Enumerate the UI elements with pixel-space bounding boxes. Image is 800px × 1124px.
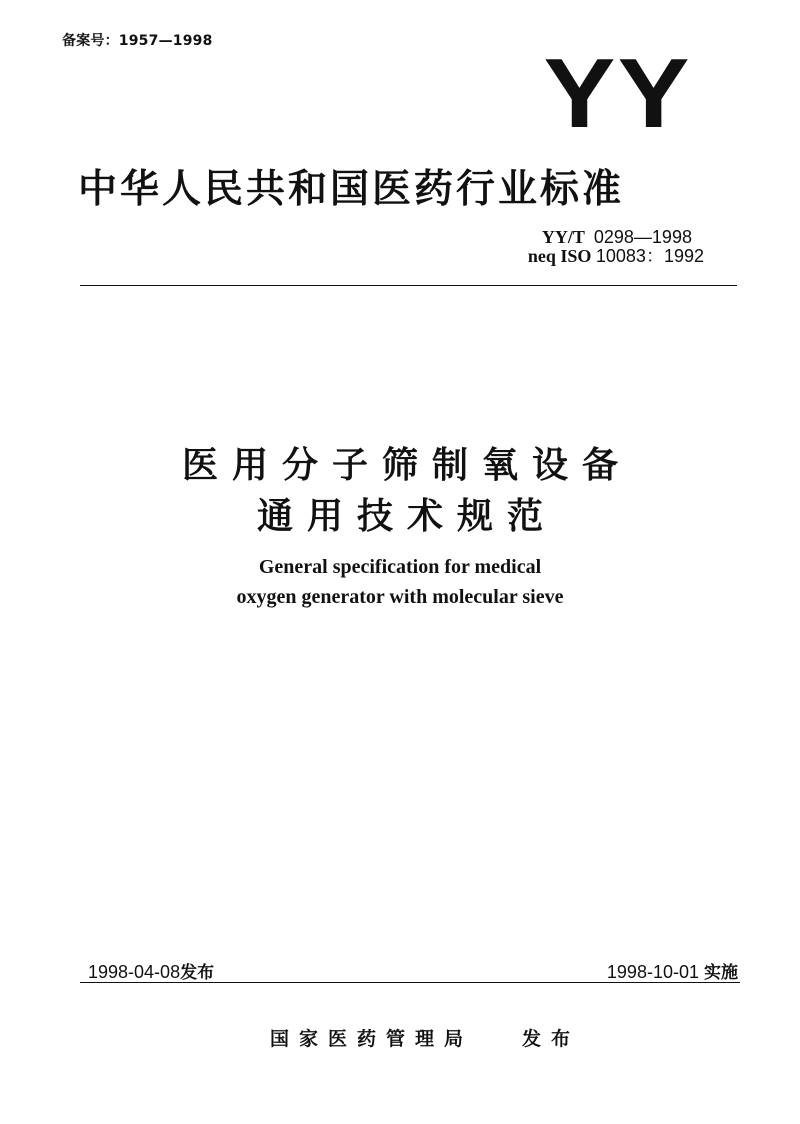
footer-divider — [80, 982, 740, 983]
document-title-cn-line1: 医用分子筛制氧设备 — [181, 445, 632, 486]
implementation-date: 1998-10-01 — [606, 962, 699, 982]
header-divider — [80, 285, 737, 286]
standard-code-line — [542, 228, 704, 247]
standard-type-title: 中华人民共和国医药行业标准 — [78, 167, 625, 212]
standard-code-prefix: YY/T — [541, 227, 585, 247]
record-number: 备案号：1957—1998 — [62, 33, 213, 49]
implementation-label: 实施 — [704, 963, 738, 983]
document-title-en-line2: oxygen generator with molecular sieve — [236, 586, 564, 608]
issuing-authority: 国家医药管理局 — [270, 1028, 474, 1050]
issue-label: 发布 — [180, 963, 215, 983]
standard-number-block — [527, 227, 704, 266]
document-title-cn-line2: 通用技术规范 — [256, 496, 557, 537]
implementation-date-block — [607, 958, 738, 983]
standard-code-number: 0298—1998 — [593, 227, 692, 247]
issue-date-block — [88, 958, 214, 983]
equivalent-standard-line — [528, 247, 704, 266]
equivalent-number: 10083：1992 — [595, 245, 704, 266]
issuing-action: 发布 — [522, 1028, 581, 1050]
equivalent-prefix: neq ISO — [527, 245, 592, 266]
issue-date: 1998-04-08 — [88, 962, 181, 982]
document-title-en-line1: General specification for medical — [258, 556, 542, 578]
yy-logo: YY — [543, 38, 692, 148]
